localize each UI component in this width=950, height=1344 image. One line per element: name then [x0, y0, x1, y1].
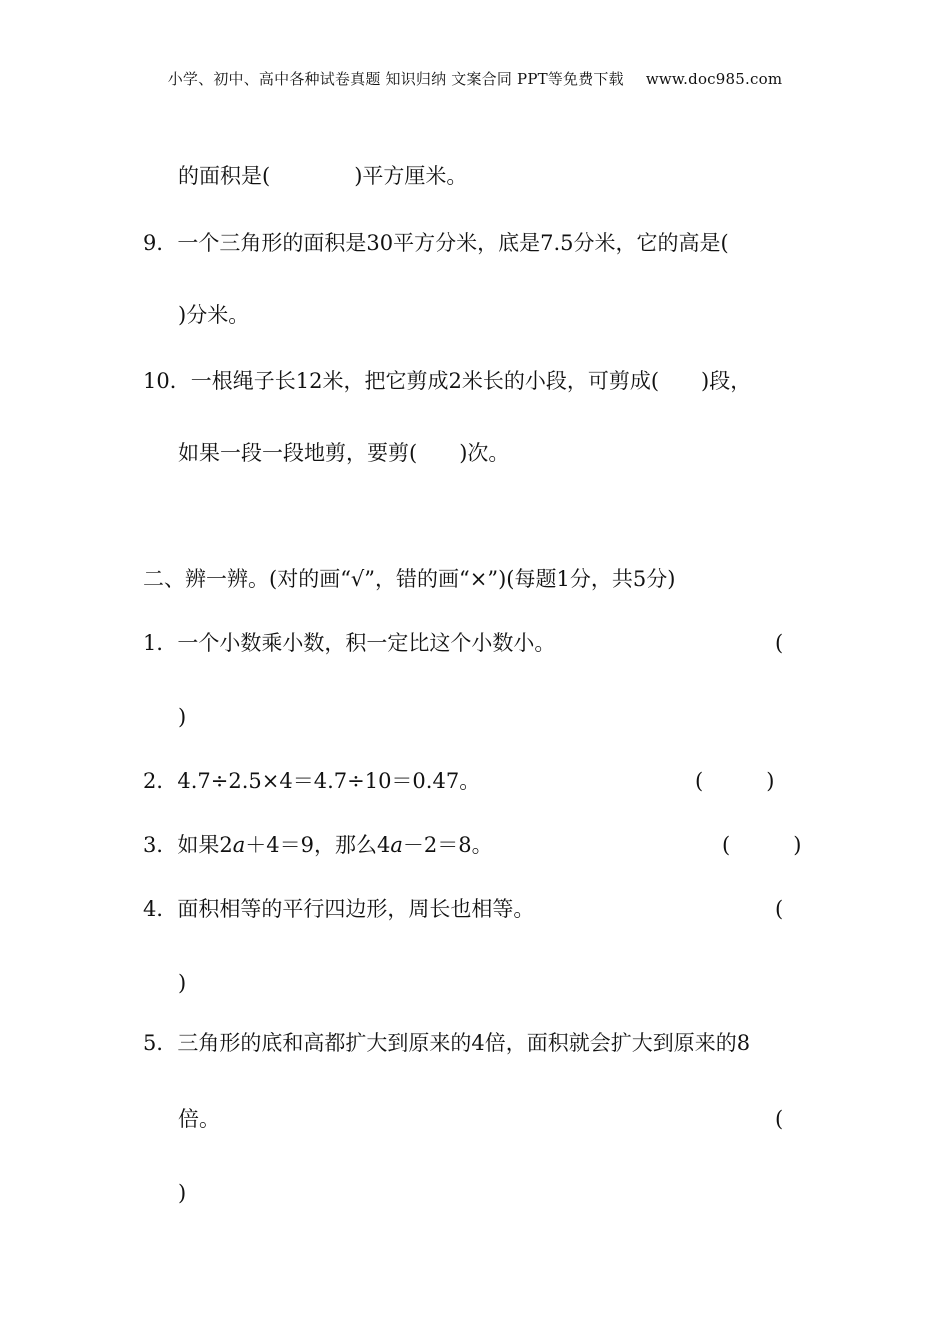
q3-text-post: －2＝8。 [402, 833, 493, 857]
q3-variable-a-2: a [390, 833, 403, 857]
q5-answer-open: ( [775, 1107, 784, 1131]
q2-number: 2． [143, 769, 178, 793]
judge-q4 [143, 896, 534, 922]
q4-number: 4． [143, 897, 178, 921]
q1-text: 一个小数乘小数，积一定比这个小数小。 [177, 631, 556, 655]
q9 [143, 230, 729, 256]
q9-continuation: )分米。 [178, 303, 250, 327]
q4-answer-open: ( [775, 897, 784, 921]
q10-text: 一根绳子长12米，把它剪成2米长的小段，可剪成( )段， [190, 369, 752, 393]
q1-answer-open: ( [775, 631, 784, 655]
q4-answer-close: ) [178, 971, 187, 995]
header-text: 小学、初中、高中各种试卷真题 知识归纳 文案合同 PPT等免费下载 [167, 70, 624, 88]
q10-number: 10． [143, 369, 191, 393]
q3-number: 3． [143, 833, 178, 857]
section-title: 二、辨一辨。(对的画“√”，错的画“×”)(每题1分，共5分) [143, 567, 676, 591]
q9-text: 一个三角形的面积是30平方分米，底是7.5分米，它的高是( [177, 231, 729, 255]
q5-continuation: 倍。 [178, 1107, 220, 1131]
q3-text-pre: 如果2 [177, 833, 233, 857]
q10-continuation: 如果一段一段地剪，要剪( )次。 [178, 441, 510, 465]
q2-text: 4.7÷2.5×4＝4.7÷10＝0.47。 [177, 769, 481, 793]
q1-answer-close: ) [178, 705, 187, 729]
page-header [0, 68, 950, 89]
q3-text-mid: ＋4＝9，那么4 [245, 833, 391, 857]
q8-continuation: 的面积是( )平方厘米。 [178, 164, 468, 188]
q3-variable-a: a [232, 833, 246, 857]
judge-q5 [143, 1030, 750, 1056]
q10 [143, 368, 751, 394]
q5-number: 5． [143, 1031, 178, 1055]
q9-number: 9． [143, 231, 178, 255]
judge-q1 [143, 630, 555, 656]
judge-q3 [143, 832, 493, 858]
q1-number: 1． [143, 631, 178, 655]
judge-q2 [143, 768, 480, 794]
q5-answer-close: ) [178, 1181, 187, 1205]
header-site: www.doc985.com [645, 70, 783, 88]
q4-text: 面积相等的平行四边形，周长也相等。 [177, 897, 535, 921]
q3-answer-paren: ( ) [722, 833, 802, 857]
q2-answer-paren: ( ) [695, 769, 775, 793]
q5-text: 三角形的底和高都扩大到原来的4倍，面积就会扩大到原来的8 [177, 1031, 751, 1055]
